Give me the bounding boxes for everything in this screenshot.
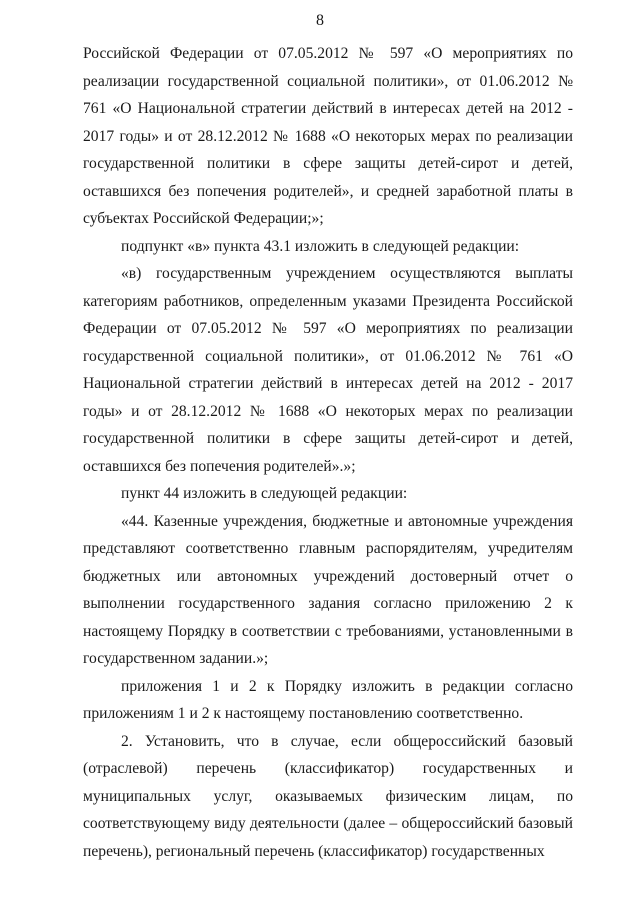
paragraph-2: подпункт «в» пункта 43.1 изложить в следующей редакции: xyxy=(121,237,520,255)
paragraph-1: Российской Федерации от 07.05.2012 № 597 «О мероприятиях по реализации государственной социальной политики», от 01.06.2012 № 761 «О Национальной стратегии действий в интересах детей на 2012 - 2017 годы» и от 28.12.2012 № 1688 «О некоторых мерах по реализации государственной политики в сфере защиты детей-сирот и детей, оставшихся без попечения родителей», и средней заработной платы в субъектах Российской Федерации;»; xyxy=(83,45,573,227)
paragraph-6: приложения 1 и 2 к Порядку изложить в редакции согласно приложениям 1 и 2 к настоящему постановлению соответственно. xyxy=(83,677,573,722)
paragraph-3: «в) государственным учреждением осуществляются выплаты категориям работников, определенным указами Президента Российской Федерации от 07.05.2012 № 597 «О мероприятиях по реализации государственной социальной политики», от 01.06.2012 № 761 «О Национальной стратегии действий в интересах детей на 2012 - 2017 годы» и от 28.12.2012 № 1688 «О некоторых мерах по реализации государственной политики в сфере защиты детей-сирот и детей, оставшихся без попечения родителей».»; xyxy=(83,265,573,475)
paragraph-7: 2. Установить, что в случае, если общероссийский базовый (отраслевой) перечень (классификатор) государственных и муниципальных услуг, оказываемых физическим лицам, по соответствующему виду деятельности (далее – общероссийский базовый перечень), региональный перечень (классификатор) государственных xyxy=(83,732,573,860)
page-number: 8 xyxy=(316,12,324,29)
document-body xyxy=(83,40,573,865)
paragraph-4: пункт 44 изложить в следующей редакции: xyxy=(121,485,408,502)
paragraph-5: «44. Казенные учреждения, бюджетные и автономные учреждения представляют соответственно главным распорядителям, учредителям бюджетных или автономных учреждений достоверный отчет о выполнении государственного задания согласно приложению 2 к настоящему Порядку в соответствии с требованиями, установленными в государственном задании.»; xyxy=(83,512,573,667)
